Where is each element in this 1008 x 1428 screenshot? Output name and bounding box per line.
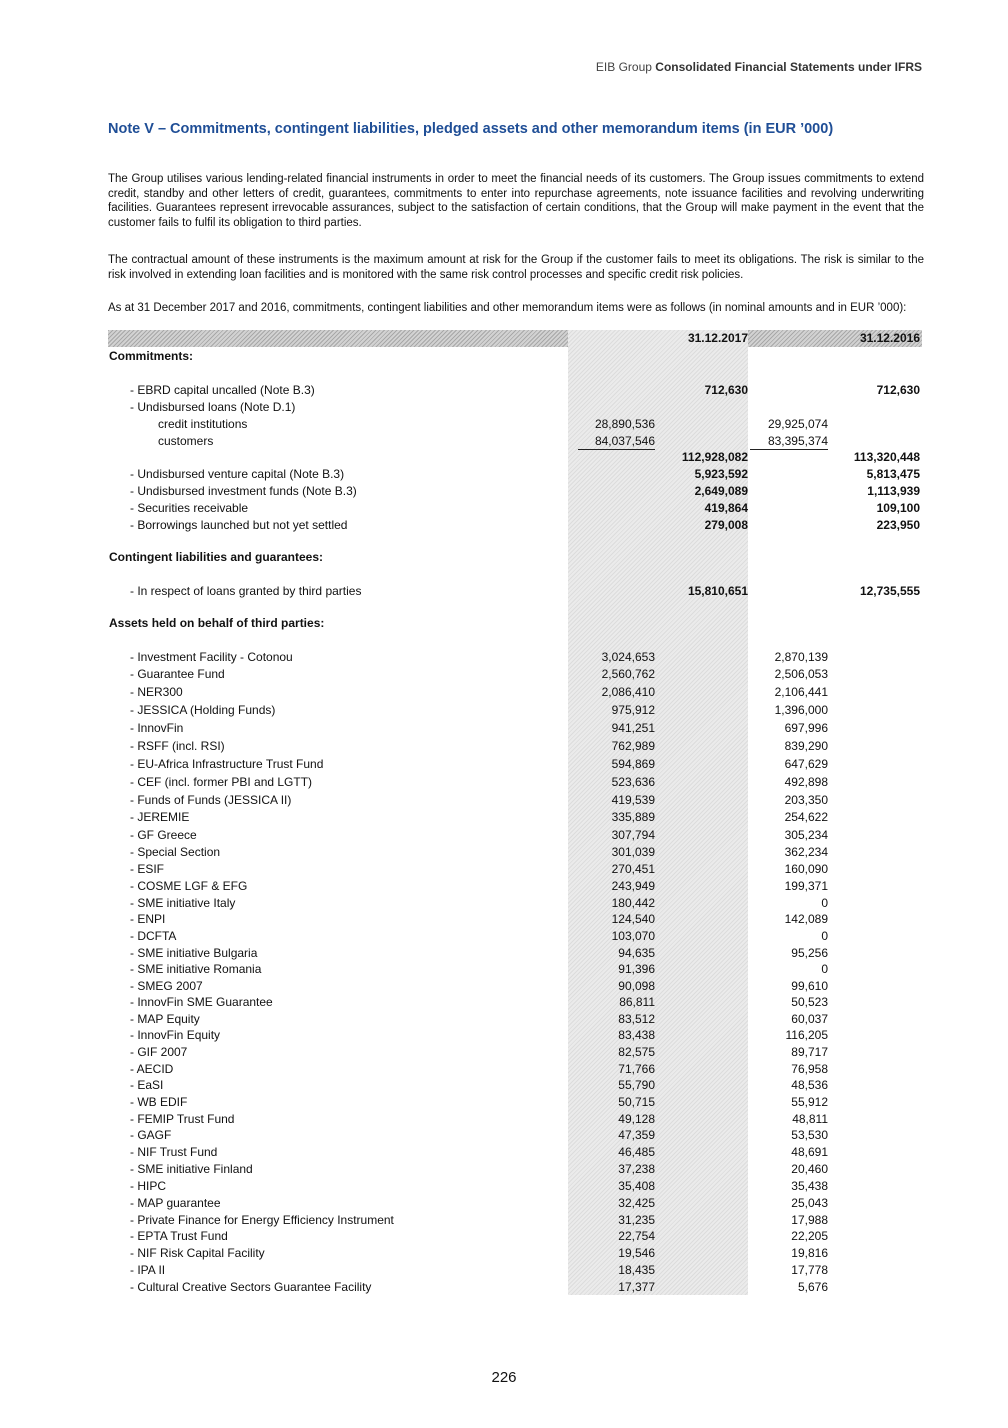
value-2016-detail: 89,717 bbox=[791, 1045, 828, 1059]
value-2016-detail: 22,205 bbox=[791, 1229, 828, 1243]
value-2016-total: 109,100 bbox=[876, 501, 920, 515]
value-2016-detail: 0 bbox=[821, 896, 828, 910]
value-2016-detail: 50,523 bbox=[791, 995, 828, 1009]
table-row bbox=[108, 399, 922, 415]
value-2016-detail: 0 bbox=[821, 929, 828, 943]
value-2017-detail: 37,238 bbox=[618, 1162, 655, 1176]
row-label: - EBRD capital uncalled (Note B.3) bbox=[130, 383, 315, 397]
value-2016-detail: 55,912 bbox=[791, 1095, 828, 1109]
row-label: - RSFF (incl. RSI) bbox=[130, 739, 225, 753]
row-label: - EU-Africa Infrastructure Trust Fund bbox=[130, 757, 324, 771]
value-2017-detail: 2,086,410 bbox=[601, 685, 655, 699]
row-label: - CEF (incl. former PBI and LGTT) bbox=[130, 775, 313, 789]
value-2017-detail: 975,912 bbox=[611, 703, 655, 717]
value-2016-total: 1,113,939 bbox=[867, 484, 920, 498]
table-row bbox=[108, 500, 922, 516]
row-label: - JEREMIE bbox=[130, 810, 190, 824]
page-number: 226 bbox=[491, 1369, 517, 1386]
value-2017-detail: 180,442 bbox=[611, 896, 655, 910]
row-label: - NIF Trust Fund bbox=[130, 1145, 218, 1159]
table-row bbox=[108, 928, 922, 944]
column-header-2017: 31.12.2017 bbox=[687, 331, 748, 345]
value-2017-detail: 17,377 bbox=[618, 1280, 655, 1294]
value-2016-detail: 2,106,441 bbox=[774, 685, 828, 699]
value-2017-detail: 19,546 bbox=[618, 1246, 655, 1260]
value-2016-detail: 1,396,000 bbox=[774, 703, 828, 717]
value-2016-detail: 0 bbox=[821, 962, 828, 976]
table-row bbox=[108, 1178, 922, 1194]
value-2016-total: 712,630 bbox=[876, 383, 920, 397]
table-row bbox=[108, 911, 922, 927]
value-2017-detail: 941,251 bbox=[611, 721, 655, 735]
value-2017-detail: 2,560,762 bbox=[601, 667, 655, 681]
row-label: - AECID bbox=[130, 1062, 174, 1076]
value-2017-detail: 83,512 bbox=[618, 1012, 655, 1026]
value-2017-detail: 91,396 bbox=[618, 962, 655, 976]
value-2016-detail: 5,676 bbox=[797, 1280, 828, 1294]
table-row bbox=[108, 583, 922, 599]
value-2017-detail: 49,128 bbox=[618, 1112, 655, 1126]
row-label: Contingent liabilities and guarantees: bbox=[109, 550, 324, 564]
table-row bbox=[108, 774, 922, 790]
value-2016-detail: 53,530 bbox=[791, 1128, 828, 1142]
risk-paragraph: The contractual amount of these instruments is the maximum amount at risk for the Group if the customer fails to meet its obligations. The risk is similar to the risk involved in extending loan facilities and is monitored with the same risk control processes and specific credit risk policies. bbox=[108, 254, 924, 281]
table-row bbox=[108, 945, 922, 961]
row-label: - COSME LGF & EFG bbox=[130, 879, 248, 893]
value-2017-detail: 47,359 bbox=[618, 1128, 655, 1142]
value-2017-detail: 243,949 bbox=[611, 879, 655, 893]
row-label: - GIF 2007 bbox=[130, 1045, 188, 1059]
row-label: - Cultural Creative Sectors Guarantee Facility bbox=[130, 1280, 372, 1294]
value-2017-detail: 270,451 bbox=[611, 862, 655, 876]
row-label: - InnovFin bbox=[130, 721, 184, 735]
table-row bbox=[108, 961, 922, 977]
value-2017-detail: 103,070 bbox=[611, 929, 655, 943]
value-2016-detail: 17,988 bbox=[791, 1213, 828, 1227]
row-label: - JESSICA (Holding Funds) bbox=[130, 703, 276, 717]
table-row bbox=[108, 1195, 922, 1211]
value-2017-detail: 50,715 bbox=[618, 1095, 655, 1109]
table-row bbox=[108, 1228, 922, 1244]
value-2016-detail: 48,691 bbox=[791, 1145, 828, 1159]
value-2016-detail: 142,089 bbox=[784, 912, 828, 926]
value-2017-detail: 335,889 bbox=[611, 810, 655, 824]
memorandum-table bbox=[108, 330, 922, 1295]
row-label: - GAGF bbox=[130, 1128, 172, 1142]
row-label: - ENPI bbox=[130, 912, 166, 926]
row-label: - NER300 bbox=[130, 685, 183, 699]
value-2017-detail: 22,754 bbox=[618, 1229, 655, 1243]
table-row bbox=[108, 1044, 922, 1060]
value-2017-total: 5,923,592 bbox=[694, 467, 748, 481]
table-row bbox=[108, 382, 922, 398]
table-row bbox=[108, 466, 922, 482]
row-label: - SME initiative Bulgaria bbox=[130, 946, 258, 960]
table-row bbox=[108, 684, 922, 700]
value-2016-detail: 76,958 bbox=[791, 1062, 828, 1076]
row-label: - ESIF bbox=[130, 862, 165, 876]
table-row bbox=[108, 994, 922, 1010]
row-label: Commitments: bbox=[109, 349, 194, 363]
value-2016-total: 12,735,555 bbox=[859, 584, 920, 598]
value-2017-detail: 307,794 bbox=[611, 828, 655, 842]
table-row bbox=[108, 1094, 922, 1110]
row-label: - FEMIP Trust Fund bbox=[130, 1112, 235, 1126]
value-2017-detail: 83,438 bbox=[618, 1028, 655, 1042]
value-2016-detail: 83,395,374 bbox=[750, 433, 828, 450]
value-2017-detail: 82,575 bbox=[618, 1045, 655, 1059]
value-2017-detail: 86,811 bbox=[619, 995, 655, 1009]
value-2016-detail: 2,870,139 bbox=[774, 650, 828, 664]
row-label: - Investment Facility - Cotonou bbox=[130, 650, 293, 664]
row-label: - SMEG 2007 bbox=[130, 979, 203, 993]
row-label: - Undisbursed loans (Note D.1) bbox=[130, 400, 296, 414]
row-label: Assets held on behalf of third parties: bbox=[109, 616, 325, 630]
value-2017-detail: 94,635 bbox=[618, 946, 655, 960]
value-2017-total: 112,928,082 bbox=[681, 450, 748, 464]
row-label: - SME initiative Romania bbox=[130, 962, 262, 976]
table-row bbox=[108, 756, 922, 772]
value-2016-detail: 20,460 bbox=[791, 1162, 828, 1176]
table-row bbox=[108, 483, 922, 499]
table-row bbox=[108, 416, 922, 432]
table-row bbox=[108, 433, 922, 449]
table-row bbox=[108, 827, 922, 843]
row-label: - Guarantee Fund bbox=[130, 667, 225, 681]
table-row bbox=[108, 895, 922, 911]
row-label: customers bbox=[158, 434, 214, 448]
value-2017-detail: 35,408 bbox=[618, 1179, 655, 1193]
value-2017-total: 2,649,089 bbox=[694, 484, 748, 498]
value-2016-detail: 99,610 bbox=[791, 979, 828, 993]
value-2017-detail: 28,890,536 bbox=[594, 417, 655, 431]
table-row bbox=[108, 666, 922, 682]
row-label: - Borrowings launched but not yet settled bbox=[130, 518, 348, 532]
table-row bbox=[108, 1111, 922, 1127]
value-2016-total: 5,813,475 bbox=[866, 467, 920, 481]
value-2017-detail: 84,037,546 bbox=[578, 433, 655, 450]
section-heading bbox=[108, 549, 922, 565]
row-label: - Undisbursed venture capital (Note B.3) bbox=[130, 467, 345, 481]
value-2017-detail: 31,235 bbox=[618, 1213, 655, 1227]
table-row bbox=[108, 1279, 922, 1295]
table-row bbox=[108, 1127, 922, 1143]
value-2017-total: 419,864 bbox=[704, 501, 748, 515]
value-2017-detail: 124,540 bbox=[611, 912, 655, 926]
value-2017-detail: 762,989 bbox=[611, 739, 655, 753]
value-2016-detail: 160,090 bbox=[784, 862, 828, 876]
table-row bbox=[108, 449, 922, 465]
value-2017-detail: 594,869 bbox=[611, 757, 655, 771]
row-label: - WB EDIF bbox=[130, 1095, 188, 1109]
table-row bbox=[108, 1027, 922, 1043]
value-2017-total: 279,008 bbox=[704, 518, 748, 532]
row-label: - SME initiative Finland bbox=[130, 1162, 253, 1176]
value-2016-detail: 254,622 bbox=[784, 810, 828, 824]
value-2016-detail: 35,438 bbox=[791, 1179, 828, 1193]
intro-paragraph: The Group utilises various lending-related financial instruments in order to meet the financial needs of its customers. The Group issues commitments to extend credit, standby and other letters of credit, guarantees, commitments to enter into repurchase agreements, note issuance facilities and revolving underwriting facilities. Guarantees represent irrevocable assurances, subject to the satisfaction of certain conditions, that the Group will make payment in the event that the customer fails to fulfil its obligation to third parties. bbox=[108, 173, 924, 229]
value-2016-detail: 48,536 bbox=[791, 1078, 828, 1092]
header-prefix: EIB Group bbox=[595, 60, 652, 74]
table-row bbox=[108, 738, 922, 754]
row-label: - Private Finance for Energy Efficiency Instrument bbox=[130, 1213, 394, 1227]
value-2016-detail: 305,234 bbox=[784, 828, 828, 842]
table-row bbox=[108, 1011, 922, 1027]
value-2016-detail: 647,629 bbox=[784, 757, 828, 771]
table-row bbox=[108, 1077, 922, 1093]
table-row bbox=[108, 649, 922, 665]
value-2017-detail: 3,024,653 bbox=[601, 650, 655, 664]
value-2016-total: 113,320,448 bbox=[853, 450, 920, 464]
table-row bbox=[108, 1245, 922, 1261]
table-row bbox=[108, 844, 922, 860]
row-label: - InnovFin Equity bbox=[130, 1028, 221, 1042]
row-label: - HIPC bbox=[130, 1179, 166, 1193]
value-2017-detail: 71,766 bbox=[618, 1062, 655, 1076]
as-at-paragraph: As at 31 December 2017 and 2016, commitments, contingent liabilities and other memorandum items were as follows (in nominal amounts and in EUR ’000): bbox=[108, 302, 907, 314]
row-label: - Undisbursed investment funds (Note B.3) bbox=[130, 484, 357, 498]
row-label: - EPTA Trust Fund bbox=[130, 1229, 228, 1243]
table-row bbox=[108, 1262, 922, 1278]
value-2017-detail: 419,539 bbox=[611, 793, 655, 807]
row-label: - Securities receivable bbox=[130, 501, 249, 515]
value-2016-detail: 2,506,053 bbox=[774, 667, 828, 681]
value-2016-detail: 839,290 bbox=[784, 739, 828, 753]
value-2016-detail: 95,256 bbox=[791, 946, 828, 960]
value-2017-detail: 90,098 bbox=[618, 979, 655, 993]
table-row bbox=[108, 978, 922, 994]
row-label: - SME initiative Italy bbox=[130, 896, 236, 910]
table-row bbox=[108, 1161, 922, 1177]
row-label: - In respect of loans granted by third parties bbox=[130, 584, 362, 598]
row-label: - InnovFin SME Guarantee bbox=[130, 995, 273, 1009]
table-header-bar bbox=[108, 330, 922, 347]
row-label: - GF Greece bbox=[130, 828, 197, 842]
value-2016-detail: 116,205 bbox=[785, 1028, 828, 1042]
note-title: Note V – Commitments, contingent liabilities, pledged assets and other memorandum items (in EUR ’000) bbox=[108, 121, 834, 137]
row-label: credit institutions bbox=[158, 417, 248, 431]
value-2016-detail: 48,811 bbox=[792, 1112, 828, 1126]
table-row bbox=[108, 720, 922, 736]
table-row bbox=[108, 792, 922, 808]
value-2016-detail: 492,898 bbox=[784, 775, 828, 789]
row-label: - MAP guarantee bbox=[130, 1196, 221, 1210]
value-2017-detail: 18,435 bbox=[618, 1263, 655, 1277]
value-2016-detail: 60,037 bbox=[791, 1012, 828, 1026]
value-2017-detail: 301,039 bbox=[611, 845, 655, 859]
value-2016-detail: 17,778 bbox=[791, 1263, 828, 1277]
section-heading bbox=[108, 615, 922, 631]
value-2016-total: 223,950 bbox=[876, 518, 920, 532]
row-label: - IPA II bbox=[130, 1263, 166, 1277]
row-label: - MAP Equity bbox=[130, 1012, 200, 1026]
running-header bbox=[596, 60, 922, 74]
table-row bbox=[108, 1061, 922, 1077]
table-row bbox=[108, 702, 922, 718]
row-label: - Special Section bbox=[130, 845, 221, 859]
value-2017-detail: 46,485 bbox=[618, 1145, 655, 1159]
value-2016-detail: 29,925,074 bbox=[767, 417, 828, 431]
table-row bbox=[108, 1212, 922, 1228]
row-label: - EaSI bbox=[130, 1078, 164, 1092]
row-label: - Funds of Funds (JESSICA II) bbox=[130, 793, 292, 807]
row-label: - DCFTA bbox=[130, 929, 177, 943]
section-heading bbox=[108, 348, 922, 364]
table-row bbox=[108, 517, 922, 533]
value-2016-detail: 199,371 bbox=[784, 879, 828, 893]
table-row bbox=[108, 861, 922, 877]
value-2017-detail: 523,636 bbox=[611, 775, 655, 789]
row-label: - NIF Risk Capital Facility bbox=[130, 1246, 265, 1260]
value-2016-detail: 25,043 bbox=[791, 1196, 828, 1210]
table-row bbox=[108, 878, 922, 894]
value-2017-total: 15,810,651 bbox=[687, 584, 748, 598]
value-2016-detail: 203,350 bbox=[784, 793, 828, 807]
value-2017-detail: 55,790 bbox=[618, 1078, 655, 1092]
value-2017-total: 712,630 bbox=[704, 383, 748, 397]
value-2016-detail: 19,816 bbox=[791, 1246, 828, 1260]
table-row bbox=[108, 1144, 922, 1160]
value-2016-detail: 362,234 bbox=[784, 845, 828, 859]
value-2017-detail: 32,425 bbox=[618, 1196, 655, 1210]
header-title: Consolidated Financial Statements under IFRS bbox=[655, 60, 922, 74]
value-2016-detail: 697,996 bbox=[784, 721, 828, 735]
table-row bbox=[108, 809, 922, 825]
column-header-2016: 31.12.2016 bbox=[859, 331, 920, 345]
